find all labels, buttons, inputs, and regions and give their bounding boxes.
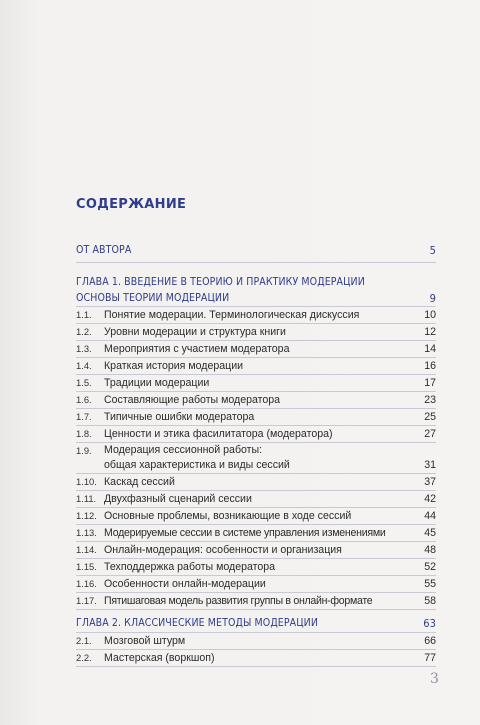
chapter1-section-page: 9 [429,292,436,305]
toc-entry-number: 1.8. [76,428,92,439]
toc-entry-number: 1.6. [76,394,92,405]
toc-entry [76,324,436,341]
toc-entry-page: 55 [424,578,436,590]
toc-entry-title: Мозговой штурм [104,635,186,647]
toc-entry-number: 2.1. [76,635,92,646]
toc-entry-title: Понятие модерации. Терминологическая дискуссия [104,309,360,321]
toc-entry-title: Каскад сессий [104,476,175,488]
page-number: 3 [430,671,439,687]
toc-entry [76,633,436,650]
toc-entry [76,576,436,593]
toc-entry-page: 27 [424,428,436,440]
toc-entry-number: 1.16. [76,578,97,589]
chapter2-row [76,617,436,629]
toc-entry-page: 23 [424,394,436,406]
toc-entry-page: 31 [424,459,436,471]
chapter1-title [76,276,436,288]
toc-entry-page: 37 [424,476,436,488]
chapter1-section-row [76,292,436,304]
toc-entry [76,307,436,324]
chapter1-title-text: ГЛАВА 1. ВВЕДЕНИЕ В ТЕОРИЮ И ПРАКТИКУ МОДЕРАЦИИ [76,276,365,288]
contents-title: СОДЕРЖАНИЕ [76,197,187,212]
toc-entry-number: 1.14. [76,544,97,555]
toc-entry-title: Составляющие работы модератора [104,394,281,406]
toc-entry-title: Типичные ошибки модератора [104,411,255,423]
divider [76,262,436,263]
toc-entry-title: Краткая история модерации [104,360,244,372]
toc-entry-page: 17 [424,377,436,389]
toc-entry-number: 1.10. [76,476,97,487]
toc-entry-page: 66 [424,635,436,647]
toc-entry [76,508,436,525]
toc-entry [76,525,436,542]
chapter1-section-label: ОСНОВЫ ТЕОРИИ МОДЕРАЦИИ [76,292,230,304]
toc-entry-number: 2.2. [76,652,92,663]
toc-entry-title: Онлайн-модерация: особенности и организация [104,544,342,556]
toc-entry-number: 1.12. [76,510,97,521]
toc-entry-title: Уровни модерации и структура книги [104,326,286,338]
toc-entry-page: 12 [424,326,436,338]
toc-entry [76,375,436,392]
toc-entry-page: 14 [424,343,436,355]
toc-entry-page: 48 [424,544,436,556]
chapter2-title: ГЛАВА 2. КЛАССИЧЕСКИЕ МЕТОДЫ МОДЕРАЦИИ [76,617,318,629]
chapter2-page: 63 [423,617,436,630]
toc-entry [76,491,436,508]
toc-entry [76,409,436,426]
toc-entry-title: Особенности онлайн-модерации [104,578,266,590]
toc-author-label: ОТ АВТОРА [76,244,132,256]
toc-entry-number: 1.1. [76,309,92,320]
toc-entry [76,358,436,375]
toc-entry-number: 1.13. [76,527,97,538]
toc-entry-title: Традиции модерации [104,377,210,389]
toc-entry-number: 1.9. [76,445,92,456]
toc-entry-page: 42 [424,493,436,505]
toc-entry-title: Мероприятия с участием модератора [104,343,290,355]
toc-entry-page: 45 [424,527,436,539]
toc-entry [76,593,436,610]
toc-entry-number: 1.5. [76,377,92,388]
toc-entry-title: Двухфазный сценарий сессии [104,493,252,505]
toc-entry-number: 1.15. [76,561,97,572]
toc-entry [76,392,436,409]
toc-author-page: 5 [429,244,436,257]
toc-entry [76,341,436,358]
toc-entry-title: Мастерская (воркшоп) [104,652,215,664]
toc-entry-title-continued: общая характеристика и виды сессий [104,459,290,471]
toc-entry-page: 58 [424,595,436,607]
toc-entry-number: 1.3. [76,343,92,354]
toc-entry-number: 1.4. [76,360,92,371]
toc-author-row [76,244,436,256]
toc-entry-title: Техподдержка работы модератора [104,561,276,573]
toc-entry-number: 1.2. [76,326,92,337]
toc-entry-page: 25 [424,411,436,423]
toc-entry [76,474,436,491]
toc-entry-page: 44 [424,510,436,522]
toc-entry-page: 52 [424,561,436,573]
toc-entry-number: 1.17. [76,595,97,606]
toc-entry [76,559,436,576]
toc-entry [76,443,436,474]
toc-entry-number: 1.7. [76,411,92,422]
toc-entry-page: 10 [424,309,436,321]
toc-entry-title: Основные проблемы, возникающие в ходе сессий [104,510,352,522]
toc-entry-page: 77 [424,652,436,664]
toc-entry-page: 16 [424,360,436,372]
toc-entry-title: Модерируемые сессии в системе управления изменениями [104,527,386,539]
toc-entry-number: 1.11. [76,493,97,504]
toc-entry [76,542,436,559]
toc-entry [76,650,436,667]
toc-entry-title: Модерация сессионной работы: [104,444,263,456]
toc-entry [76,426,436,443]
toc-entry-title: Ценности и этика фасилитатора (модератора) [104,428,333,440]
toc-entry-title: Пятишаговая модель развития группы в онлайн-формате [104,595,373,607]
